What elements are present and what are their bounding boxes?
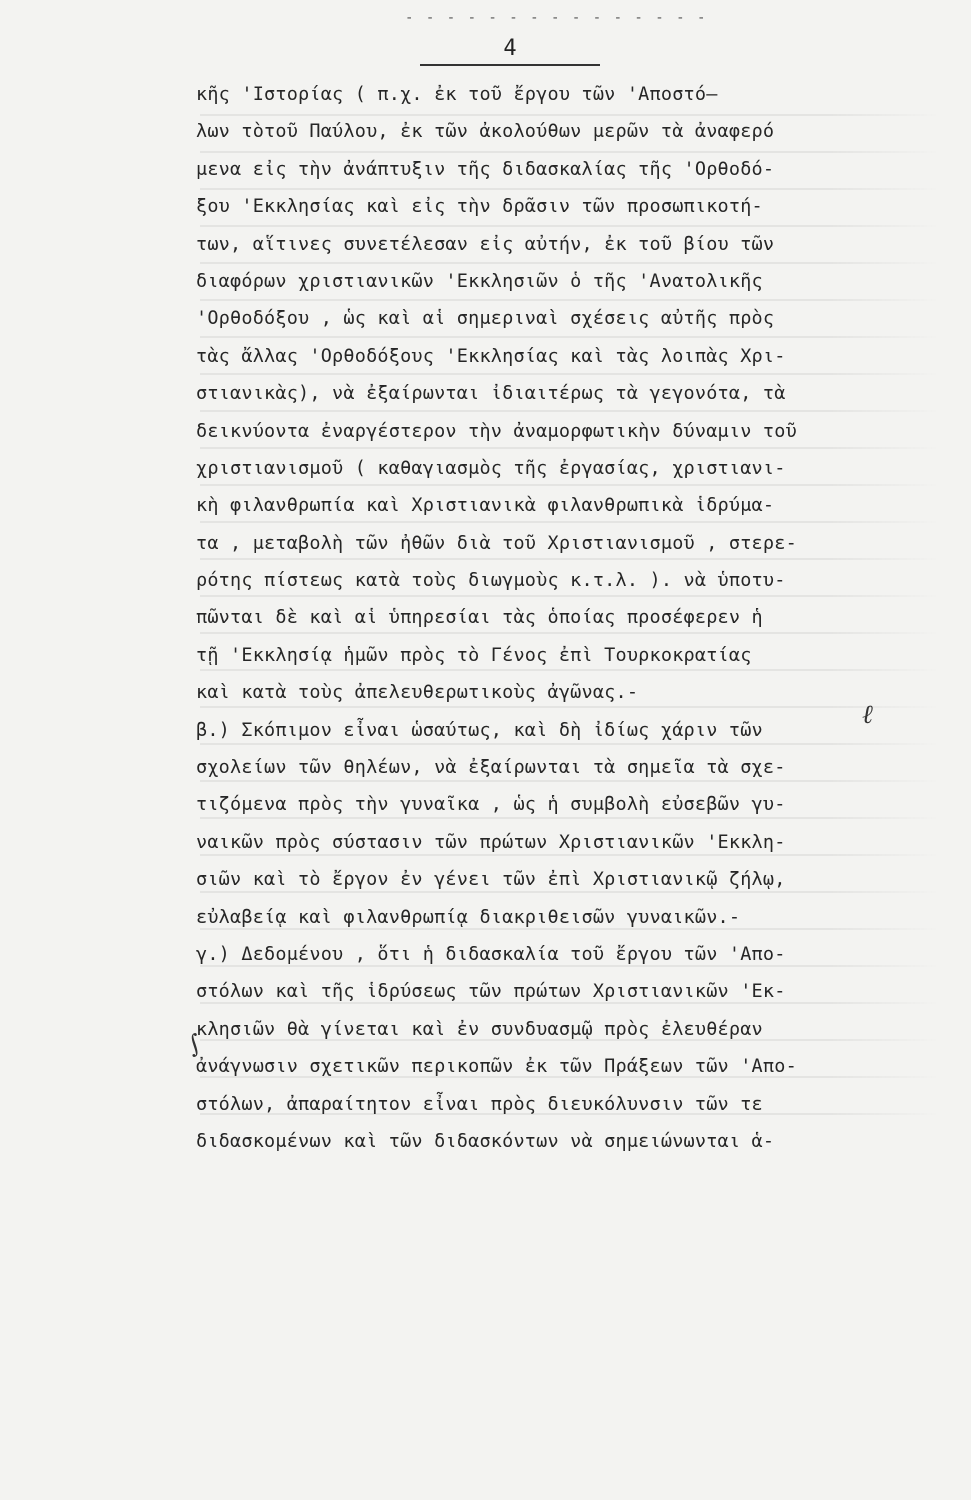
text-line: 'Ορθοδόξου , ὡς καὶ αἱ σημεριναὶ σχέσεις αὐτῆς πρὸς [196,308,775,330]
text-line: σιῶν καὶ τὸ ἔργον ἐν γένει τῶν ἐπὶ Χριστιανικῷ ζήλῳ, [196,869,786,891]
text-line: διδασκομένων καὶ τῶν διδασκόντων νὰ σημειώνωνται ἁ- [196,1130,775,1152]
page-number: 4 [420,36,600,66]
text-line: χριστιανισμοῦ ( καθαγιασμὸς τῆς ἐργασίας, χριστιανι- [196,457,786,479]
text-line: γ.) Δεδομένου , ὅτι ἡ διδασκαλία τοῦ ἔργου τῶν 'Απο- [196,943,786,965]
text-line: στιανικὰς), νὰ ἐξαίρωνται ἰδιαιτέρως τὰ γεγονότα, τὰ [196,383,786,405]
text-line: ξου 'Εκκλησίας καὶ εἰς τὴν δρᾶσιν τῶν προσωπικοτή- [196,196,763,218]
text-line: β.) Σκόπιμον εἶναι ὡσαύτως, καὶ δὴ ἰδίως χάριν τῶν [196,719,763,741]
text-line: σχολείων τῶν θηλέων, νὰ ἐξαίρωνται τὰ σημεῖα τὰ σχε- [196,757,786,779]
top-dashed-rule: - - - - - - - - - - - - - - - [405,10,708,26]
text-line: εὐλαβείᾳ καὶ φιλανθρωπίᾳ διακριθεισῶν γυναικῶν.- [196,906,741,928]
text-line: τὰς ἄλλας 'Ορθοδόξους 'Εκκλησίας καὶ τὰς λοιπὰς Χρι- [196,345,786,367]
text-line: ναικῶν πρὸς σύστασιν τῶν πρώτων Χριστιανικῶν 'Εκκλη- [196,831,786,853]
text-line: τα , μεταβολὴ τῶν ἠθῶν διὰ τοῦ Χριστιανισμοῦ , στερε- [196,532,797,554]
text-line: μενα εἰς τὴν ἀνάπτυξιν τῆς διδασκαλίας τῆς 'Ορθοδό- [196,158,775,180]
handwritten-margin-mark: ∫ [183,1028,205,1060]
text-line: λων τὸτοῦ Παύλου, ἐκ τῶν ἀκολούθων μερῶν τὰ ἀναφερό [196,121,775,143]
text-line: καὶ κατὰ τοὺς ἀπελευθερωτικοὺς ἀγῶνας.- [196,682,639,704]
typewritten-body [196,76,946,1160]
text-line: δεικνύοντα ἐναργέστερον τὴν ἀναμορφωτικὴν δύναμιν τοῦ [196,420,797,442]
handwritten-correction-mark: ℓ [862,700,873,730]
text-line: πῶνται δὲ καὶ αἱ ὑπηρεσίαι τὰς ὁποίας προσέφερεν ἡ [196,607,763,629]
text-line: διαφόρων χριστιανικῶν 'Εκκλησιῶν ὁ τῆς 'Ανατολικῆς [196,270,763,292]
text-line: κῆς 'Ιστορίας ( π.χ. ἐκ τοῦ ἔργου τῶν 'Αποστό— [196,84,718,105]
text-line: ἀνάγνωσιν σχετικῶν περικοπῶν ἐκ τῶν Πράξεων τῶν 'Απο- [196,1056,797,1078]
text-line: τῇ 'Εκκλησίᾳ ἡμῶν πρὸς τὸ Γένος ἐπὶ Τουρκοκρατίας [196,644,752,666]
text-line: κλησιῶν θὰ γίνεται καὶ ἐν συνδυασμῷ πρὸς ἐλευθέραν [196,1018,763,1040]
text-line: στόλων καὶ τῆς ἱδρύσεως τῶν πρώτων Χριστιανικῶν 'Εκ- [196,981,786,1003]
text-line: ρότης πίστεως κατὰ τοὺς διωγμοὺς κ.τ.λ. ). νὰ ὑποτυ- [196,570,786,592]
text-line: στόλων, ἀπαραίτητον εἶναι πρὸς διευκόλυνσιν τῶν τε [196,1093,763,1115]
text-line: κὴ φιλανθρωπία καὶ Χριστιανικὰ φιλανθρωπικὰ ἱδρύμα- [196,495,775,517]
text-line: τιζόμενα πρὸς τὴν γυναῖκα , ὡς ἡ συμβολὴ εὐσεβῶν γυ- [196,794,786,816]
text-line: των, αἵτινες συνετέλεσαν εἰς αὐτήν, ἐκ τοῦ βίου τῶν [196,233,775,255]
